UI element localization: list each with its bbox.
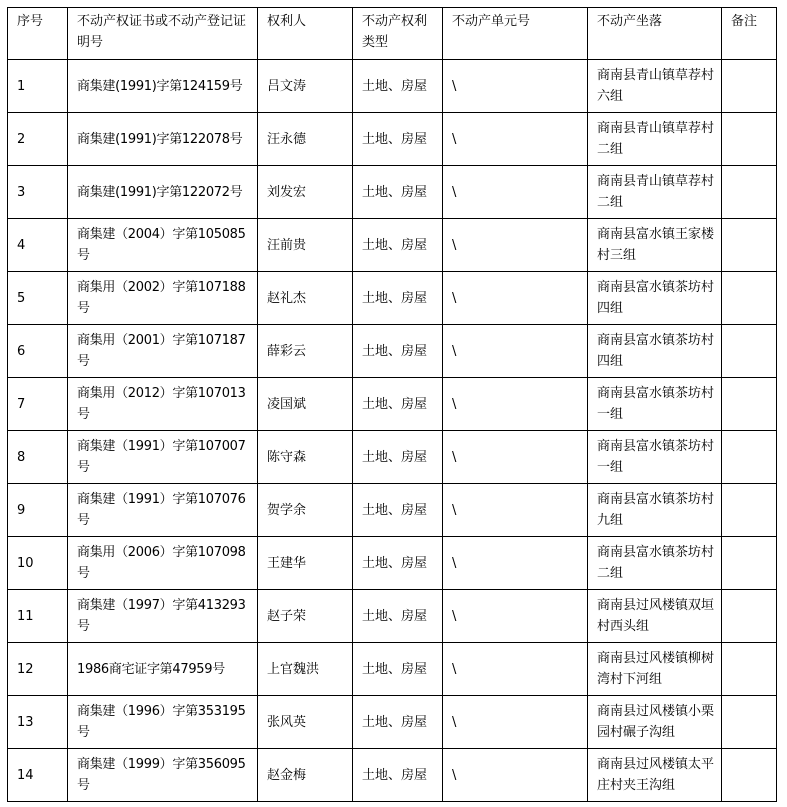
cell-no: 8 xyxy=(8,431,68,484)
cell-no: 7 xyxy=(8,378,68,431)
cell-owner: 汪永德 xyxy=(258,113,353,166)
cell-cert: 商集建（1996）字第353195号 xyxy=(68,696,258,749)
cell-no: 13 xyxy=(8,696,68,749)
cell-cert: 商集建（1991）字第107076号 xyxy=(68,484,258,537)
cell-no: 3 xyxy=(8,166,68,219)
cell-remark xyxy=(722,219,777,272)
cell-unit: \ xyxy=(443,272,588,325)
header-cell-owner: 权利人 xyxy=(258,8,353,60)
cell-location: 商南县富水镇茶坊村四组 xyxy=(588,325,722,378)
cell-no: 1 xyxy=(8,60,68,113)
cell-remark xyxy=(722,431,777,484)
cell-type: 土地、房屋 xyxy=(353,325,443,378)
registry-table-wrapper xyxy=(7,7,777,802)
cell-no: 14 xyxy=(8,749,68,802)
cell-owner: 陈守森 xyxy=(258,431,353,484)
cell-location: 商南县富水镇茶坊村一组 xyxy=(588,431,722,484)
table-row xyxy=(8,219,777,272)
cell-type: 土地、房屋 xyxy=(353,590,443,643)
cell-cert: 商集建(1991)字第122072号 xyxy=(68,166,258,219)
cell-unit: \ xyxy=(443,431,588,484)
cell-location: 商南县青山镇草荐村六组 xyxy=(588,60,722,113)
table-row xyxy=(8,378,777,431)
cell-cert: 商集建（1999）字第356095号 xyxy=(68,749,258,802)
cell-cert: 商集建(1991)字第122078号 xyxy=(68,113,258,166)
cell-location: 商南县富水镇茶坊村四组 xyxy=(588,272,722,325)
cell-location: 商南县过风楼镇太平庄村夹王沟组 xyxy=(588,749,722,802)
cell-unit: \ xyxy=(443,325,588,378)
cell-location: 商南县过风楼镇双垣村西头组 xyxy=(588,590,722,643)
table-body xyxy=(8,60,777,802)
header-cell-no: 序号 xyxy=(8,8,68,60)
cell-no: 5 xyxy=(8,272,68,325)
cell-no: 12 xyxy=(8,643,68,696)
header-cell-remark: 备注 xyxy=(722,8,777,60)
cell-owner: 凌国斌 xyxy=(258,378,353,431)
table-row xyxy=(8,325,777,378)
table-row xyxy=(8,696,777,749)
cell-cert: 商集建(1991)字第124159号 xyxy=(68,60,258,113)
cell-type: 土地、房屋 xyxy=(353,484,443,537)
cell-type: 土地、房屋 xyxy=(353,166,443,219)
header-cell-location: 不动产坐落 xyxy=(588,8,722,60)
cell-type: 土地、房屋 xyxy=(353,219,443,272)
table-header-row xyxy=(8,8,777,60)
cell-type: 土地、房屋 xyxy=(353,431,443,484)
cell-unit: \ xyxy=(443,590,588,643)
cell-cert: 商集建（1991）字第107007号 xyxy=(68,431,258,484)
cell-remark xyxy=(722,166,777,219)
cell-unit: \ xyxy=(443,219,588,272)
cell-unit: \ xyxy=(443,60,588,113)
cell-owner: 贺学余 xyxy=(258,484,353,537)
cell-location: 商南县富水镇茶坊村九组 xyxy=(588,484,722,537)
cell-remark xyxy=(722,696,777,749)
cell-remark xyxy=(722,60,777,113)
table-row xyxy=(8,166,777,219)
cell-unit: \ xyxy=(443,113,588,166)
cell-no: 2 xyxy=(8,113,68,166)
cell-type: 土地、房屋 xyxy=(353,696,443,749)
cell-remark xyxy=(722,643,777,696)
cell-owner: 吕文涛 xyxy=(258,60,353,113)
table-row xyxy=(8,749,777,802)
cell-cert: 商集用（2006）字第107098号 xyxy=(68,537,258,590)
cell-no: 6 xyxy=(8,325,68,378)
cell-cert: 商集建（1997）字第413293号 xyxy=(68,590,258,643)
table-row xyxy=(8,60,777,113)
cell-remark xyxy=(722,484,777,537)
cell-type: 土地、房屋 xyxy=(353,113,443,166)
header-cell-cert: 不动产权证书或不动产登记证明号 xyxy=(68,8,258,60)
cell-owner: 赵子荣 xyxy=(258,590,353,643)
table-row xyxy=(8,431,777,484)
cell-cert: 商集建（2004）字第105085号 xyxy=(68,219,258,272)
cell-location: 商南县富水镇茶坊村二组 xyxy=(588,537,722,590)
cell-owner: 赵礼杰 xyxy=(258,272,353,325)
cell-unit: \ xyxy=(443,378,588,431)
cell-location: 商南县青山镇草荐村二组 xyxy=(588,166,722,219)
cell-no: 9 xyxy=(8,484,68,537)
cell-owner: 王建华 xyxy=(258,537,353,590)
cell-type: 土地、房屋 xyxy=(353,378,443,431)
cell-remark xyxy=(722,749,777,802)
table-row xyxy=(8,113,777,166)
property-registry-table xyxy=(7,7,777,802)
table-row xyxy=(8,484,777,537)
cell-owner: 赵金梅 xyxy=(258,749,353,802)
cell-type: 土地、房屋 xyxy=(353,643,443,696)
cell-no: 4 xyxy=(8,219,68,272)
table-row xyxy=(8,272,777,325)
cell-cert: 1986商宅证字第47959号 xyxy=(68,643,258,696)
cell-remark xyxy=(722,272,777,325)
cell-location: 商南县富水镇王家楼村三组 xyxy=(588,219,722,272)
cell-owner: 上官魏洪 xyxy=(258,643,353,696)
cell-owner: 刘发宏 xyxy=(258,166,353,219)
cell-type: 土地、房屋 xyxy=(353,272,443,325)
cell-owner: 薛彩云 xyxy=(258,325,353,378)
cell-remark xyxy=(722,378,777,431)
cell-remark xyxy=(722,113,777,166)
cell-unit: \ xyxy=(443,643,588,696)
cell-unit: \ xyxy=(443,166,588,219)
cell-cert: 商集用（2012）字第107013号 xyxy=(68,378,258,431)
cell-location: 商南县过风楼镇柳树湾村下河组 xyxy=(588,643,722,696)
table-row xyxy=(8,537,777,590)
cell-remark xyxy=(722,590,777,643)
cell-unit: \ xyxy=(443,696,588,749)
cell-type: 土地、房屋 xyxy=(353,60,443,113)
cell-location: 商南县富水镇茶坊村一组 xyxy=(588,378,722,431)
header-cell-type: 不动产权利类型 xyxy=(353,8,443,60)
cell-type: 土地、房屋 xyxy=(353,537,443,590)
cell-location: 商南县青山镇草荐村二组 xyxy=(588,113,722,166)
table-row xyxy=(8,643,777,696)
cell-no: 10 xyxy=(8,537,68,590)
cell-remark xyxy=(722,325,777,378)
cell-cert: 商集用（2001）字第107187号 xyxy=(68,325,258,378)
cell-unit: \ xyxy=(443,749,588,802)
cell-owner: 张风英 xyxy=(258,696,353,749)
cell-owner: 汪前贵 xyxy=(258,219,353,272)
cell-unit: \ xyxy=(443,484,588,537)
cell-remark xyxy=(722,537,777,590)
cell-cert: 商集用（2002）字第107188号 xyxy=(68,272,258,325)
cell-location: 商南县过风楼镇小栗园村碾子沟组 xyxy=(588,696,722,749)
cell-type: 土地、房屋 xyxy=(353,749,443,802)
cell-no: 11 xyxy=(8,590,68,643)
table-row xyxy=(8,590,777,643)
header-cell-unit: 不动产单元号 xyxy=(443,8,588,60)
cell-unit: \ xyxy=(443,537,588,590)
